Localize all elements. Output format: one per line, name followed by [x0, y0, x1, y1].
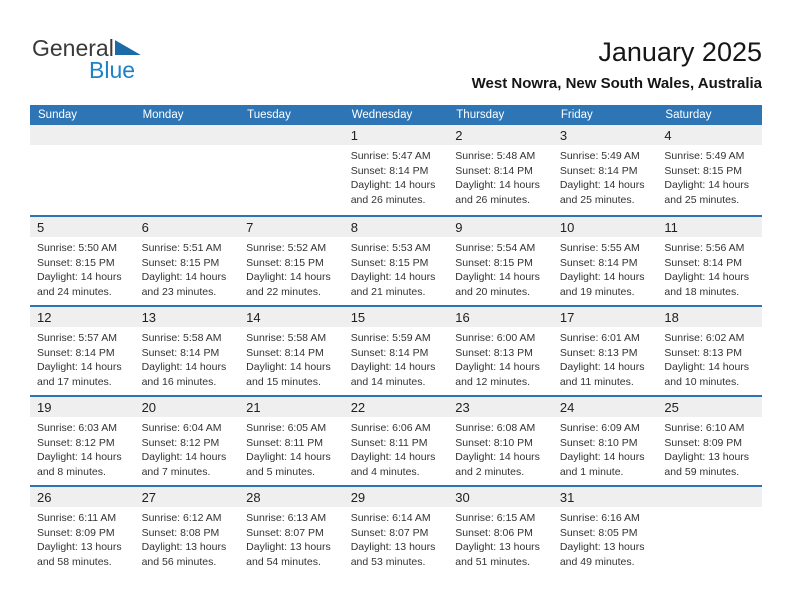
- day-number: 29: [344, 487, 449, 507]
- sunrise-text: Sunrise: 5:48 AM: [455, 150, 536, 162]
- week-row-3: [30, 305, 762, 395]
- day-number: 7: [239, 217, 344, 237]
- page-subtitle: West Nowra, New South Wales, Australia: [471, 75, 762, 92]
- daylight-text-line2: and 4 minutes.: [350, 465, 420, 478]
- sunset-text: Sunset: 8:14 PM: [350, 346, 429, 359]
- sunrise-text: Sunrise: 5:57 AM: [37, 332, 117, 344]
- sunset-text: Sunset: 8:14 PM: [559, 256, 638, 269]
- sunset-text: Sunset: 8:14 PM: [141, 346, 220, 359]
- day-cell-6: [135, 217, 240, 305]
- day-number: 25: [657, 397, 762, 417]
- daylight-text-line1: Daylight: 13 hours: [559, 541, 645, 553]
- daylight-text-line1: Daylight: 14 hours: [246, 451, 331, 463]
- day-cell-27: [135, 487, 240, 575]
- sunset-text: Sunset: 8:13 PM: [664, 346, 743, 359]
- day-cell-21: [239, 397, 344, 485]
- daylight-text-line2: and 53 minutes.: [350, 555, 426, 568]
- day-details: [135, 507, 240, 569]
- daylight-text-line2: and 12 minutes.: [455, 375, 530, 388]
- daylight-text-line1: Daylight: 14 hours: [37, 361, 122, 373]
- day-number: 26: [30, 487, 135, 507]
- day-details: [448, 145, 553, 207]
- daylight-text-line2: and 18 minutes.: [664, 285, 740, 298]
- weekday-header-friday: Friday: [560, 109, 593, 121]
- daylight-text-line1: Daylight: 14 hours: [559, 271, 645, 283]
- day-number: 3: [553, 125, 658, 145]
- day-details: [239, 417, 344, 479]
- day-details: [239, 507, 344, 569]
- sunset-text: Sunset: 8:10 PM: [559, 436, 638, 449]
- daylight-text-line2: and 16 minutes.: [141, 375, 217, 388]
- sunrise-text: Sunrise: 5:50 AM: [37, 242, 117, 254]
- calendar-weeks: [30, 125, 762, 575]
- daylight-text-line2: and 11 minutes.: [559, 375, 634, 388]
- day-number: 17: [553, 307, 658, 327]
- sunrise-text: Sunrise: 6:14 AM: [350, 512, 431, 524]
- general-blue-logo: [32, 37, 152, 81]
- daylight-text-line2: and 20 minutes.: [455, 285, 530, 298]
- sunrise-text: Sunrise: 5:55 AM: [559, 242, 640, 254]
- sunset-text: Sunset: 8:15 PM: [350, 256, 429, 269]
- sunrise-text: Sunrise: 5:58 AM: [246, 332, 327, 344]
- sunset-text: Sunset: 8:15 PM: [246, 256, 324, 269]
- day-cell-empty: [30, 125, 135, 215]
- sunset-text: Sunset: 8:15 PM: [37, 256, 115, 269]
- sunrise-text: Sunrise: 5:49 AM: [559, 150, 640, 162]
- sunrise-text: Sunrise: 6:00 AM: [455, 332, 536, 344]
- day-cell-empty: [239, 125, 344, 215]
- daylight-text-line1: Daylight: 14 hours: [455, 179, 540, 191]
- day-details: [448, 417, 553, 479]
- sunset-text: Sunset: 8:13 PM: [455, 346, 533, 359]
- page-title: January 2025: [598, 37, 762, 67]
- sunrise-text: Sunrise: 5:54 AM: [455, 242, 536, 254]
- sunset-text: Sunset: 8:14 PM: [37, 346, 115, 359]
- sunrise-text: Sunrise: 6:04 AM: [141, 422, 222, 434]
- sunset-text: Sunset: 8:12 PM: [141, 436, 220, 449]
- day-number: 13: [135, 307, 240, 327]
- daylight-text-line2: and 26 minutes.: [455, 193, 530, 206]
- daylight-text-line2: and 1 minute.: [559, 465, 624, 478]
- sunrise-text: Sunrise: 6:16 AM: [559, 512, 640, 524]
- daylight-text-line2: and 8 minutes.: [37, 465, 106, 478]
- sunrise-text: Sunrise: 6:03 AM: [37, 422, 117, 434]
- sunrise-text: Sunrise: 6:02 AM: [664, 332, 745, 344]
- daylight-text-line1: Daylight: 14 hours: [141, 271, 227, 283]
- sunset-text: Sunset: 8:07 PM: [350, 526, 429, 539]
- daylight-text-line1: Daylight: 14 hours: [559, 451, 645, 463]
- day-cell-17: [553, 307, 658, 395]
- weekday-header-thursday: Thursday: [456, 109, 505, 121]
- day-details: [344, 417, 449, 479]
- day-number: 27: [135, 487, 240, 507]
- day-number: 11: [657, 217, 762, 237]
- day-number: 15: [344, 307, 449, 327]
- daylight-text-line1: Daylight: 13 hours: [664, 451, 750, 463]
- day-details: [448, 327, 553, 389]
- sunset-text: Sunset: 8:14 PM: [350, 164, 429, 177]
- week-row-4: [30, 395, 762, 485]
- weekday-header-saturday: Saturday: [665, 109, 712, 121]
- day-details: [30, 327, 135, 389]
- day-number: 12: [30, 307, 135, 327]
- weekday-header-wednesday: Wednesday: [351, 109, 413, 121]
- sunset-text: Sunset: 8:09 PM: [37, 526, 115, 539]
- day-details: [657, 417, 762, 479]
- day-cell-3: [553, 125, 658, 215]
- day-details: [30, 417, 135, 479]
- day-cell-9: [448, 217, 553, 305]
- day-number-empty: [239, 125, 344, 145]
- sunset-text: Sunset: 8:11 PM: [246, 436, 323, 449]
- weekday-header-tuesday: Tuesday: [247, 109, 291, 121]
- calendar-grid: [30, 105, 762, 575]
- weekday-header-row: [30, 105, 762, 125]
- daylight-text-line2: and 25 minutes.: [559, 193, 635, 206]
- sunset-text: Sunset: 8:07 PM: [246, 526, 324, 539]
- logo-text-general: General: [32, 35, 114, 61]
- daylight-text-line1: Daylight: 14 hours: [37, 271, 122, 283]
- daylight-text-line1: Daylight: 14 hours: [350, 271, 436, 283]
- day-details: [239, 237, 344, 299]
- page-header: [30, 0, 762, 105]
- sunrise-text: Sunrise: 5:58 AM: [141, 332, 222, 344]
- day-details: [553, 145, 658, 207]
- day-number: 4: [657, 125, 762, 145]
- daylight-text-line1: Daylight: 13 hours: [350, 541, 436, 553]
- day-cell-20: [135, 397, 240, 485]
- day-details: [30, 237, 135, 299]
- day-details: [657, 237, 762, 299]
- day-number: 1: [344, 125, 449, 145]
- daylight-text-line1: Daylight: 14 hours: [559, 361, 645, 373]
- daylight-text-line2: and 2 minutes.: [455, 465, 525, 478]
- daylight-text-line1: Daylight: 14 hours: [559, 179, 645, 191]
- day-details: [448, 237, 553, 299]
- sunrise-text: Sunrise: 5:47 AM: [350, 150, 431, 162]
- daylight-text-line1: Daylight: 14 hours: [455, 361, 540, 373]
- day-details: [344, 145, 449, 207]
- sunrise-text: Sunrise: 6:13 AM: [246, 512, 327, 524]
- sunrise-text: Sunrise: 6:09 AM: [559, 422, 640, 434]
- week-row-5: [30, 485, 762, 575]
- sunset-text: Sunset: 8:06 PM: [455, 526, 533, 539]
- daylight-text-line1: Daylight: 13 hours: [141, 541, 227, 553]
- day-cell-18: [657, 307, 762, 395]
- day-details: [239, 327, 344, 389]
- day-cell-30: [448, 487, 553, 575]
- sunrise-text: Sunrise: 5:49 AM: [664, 150, 745, 162]
- sunset-text: Sunset: 8:05 PM: [559, 526, 638, 539]
- day-cell-31: [553, 487, 658, 575]
- daylight-text-line2: and 15 minutes.: [246, 375, 321, 388]
- daylight-text-line2: and 21 minutes.: [350, 285, 426, 298]
- day-number: 2: [448, 125, 553, 145]
- daylight-text-line2: and 51 minutes.: [455, 555, 530, 568]
- daylight-text-line1: Daylight: 13 hours: [246, 541, 331, 553]
- day-cell-7: [239, 217, 344, 305]
- daylight-text-line2: and 17 minutes.: [37, 375, 112, 388]
- title-block: [472, 38, 762, 92]
- daylight-text-line2: and 59 minutes.: [664, 465, 740, 478]
- logo-triangle-icon: [115, 40, 141, 55]
- day-cell-5: [30, 217, 135, 305]
- day-number: 6: [135, 217, 240, 237]
- day-number-empty: [135, 125, 240, 145]
- day-details: [344, 237, 449, 299]
- daylight-text-line1: Daylight: 14 hours: [141, 361, 227, 373]
- daylight-text-line2: and 56 minutes.: [141, 555, 217, 568]
- sunrise-text: Sunrise: 6:10 AM: [664, 422, 745, 434]
- day-number: 20: [135, 397, 240, 417]
- day-cell-28: [239, 487, 344, 575]
- day-details: [657, 327, 762, 389]
- sunset-text: Sunset: 8:11 PM: [350, 436, 428, 449]
- day-number: 18: [657, 307, 762, 327]
- sunrise-text: Sunrise: 6:11 AM: [37, 512, 117, 524]
- daylight-text-line1: Daylight: 14 hours: [664, 271, 750, 283]
- daylight-text-line1: Daylight: 14 hours: [350, 361, 436, 373]
- day-cell-19: [30, 397, 135, 485]
- sunrise-text: Sunrise: 5:56 AM: [664, 242, 745, 254]
- day-number: 30: [448, 487, 553, 507]
- sunset-text: Sunset: 8:15 PM: [455, 256, 533, 269]
- sunrise-text: Sunrise: 6:01 AM: [559, 332, 640, 344]
- week-row-1: [30, 125, 762, 215]
- daylight-text-line1: Daylight: 14 hours: [455, 271, 540, 283]
- day-details: [553, 507, 658, 569]
- day-cell-10: [553, 217, 658, 305]
- day-details: [30, 507, 135, 569]
- day-cell-11: [657, 217, 762, 305]
- sunset-text: Sunset: 8:13 PM: [559, 346, 638, 359]
- day-number: 16: [448, 307, 553, 327]
- sunset-text: Sunset: 8:14 PM: [559, 164, 638, 177]
- sunrise-text: Sunrise: 6:06 AM: [350, 422, 431, 434]
- sunrise-text: Sunrise: 6:08 AM: [455, 422, 536, 434]
- logo-text-blue: Blue: [89, 57, 136, 83]
- day-cell-12: [30, 307, 135, 395]
- daylight-text-line1: Daylight: 14 hours: [455, 451, 540, 463]
- day-cell-24: [553, 397, 658, 485]
- sunset-text: Sunset: 8:15 PM: [664, 164, 743, 177]
- daylight-text-line2: and 58 minutes.: [37, 555, 112, 568]
- daylight-text-line2: and 49 minutes.: [559, 555, 635, 568]
- day-cell-4: [657, 125, 762, 215]
- daylight-text-line2: and 14 minutes.: [350, 375, 426, 388]
- day-cell-1: [344, 125, 449, 215]
- sunset-text: Sunset: 8:14 PM: [246, 346, 324, 359]
- daylight-text-line2: and 23 minutes.: [141, 285, 217, 298]
- day-details: [135, 237, 240, 299]
- day-details: [553, 417, 658, 479]
- week-row-2: [30, 215, 762, 305]
- day-details: [135, 417, 240, 479]
- weekday-header-monday: Monday: [142, 109, 184, 121]
- weekday-header-sunday: Sunday: [38, 109, 78, 121]
- day-cell-29: [344, 487, 449, 575]
- sunrise-text: Sunrise: 5:52 AM: [246, 242, 327, 254]
- daylight-text-line1: Daylight: 13 hours: [37, 541, 122, 553]
- sunrise-text: Sunrise: 6:12 AM: [141, 512, 222, 524]
- daylight-text-line1: Daylight: 14 hours: [350, 451, 436, 463]
- sunrise-text: Sunrise: 5:51 AM: [141, 242, 222, 254]
- sunset-text: Sunset: 8:09 PM: [664, 436, 743, 449]
- day-details: [553, 237, 658, 299]
- day-cell-14: [239, 307, 344, 395]
- sunrise-text: Sunrise: 5:59 AM: [350, 332, 431, 344]
- daylight-text-line1: Daylight: 14 hours: [141, 451, 227, 463]
- sunset-text: Sunset: 8:08 PM: [141, 526, 220, 539]
- daylight-text-line1: Daylight: 14 hours: [664, 361, 750, 373]
- daylight-text-line2: and 54 minutes.: [246, 555, 321, 568]
- daylight-text-line2: and 10 minutes.: [664, 375, 740, 388]
- day-cell-26: [30, 487, 135, 575]
- sunset-text: Sunset: 8:14 PM: [664, 256, 743, 269]
- daylight-text-line1: Daylight: 14 hours: [350, 179, 436, 191]
- day-cell-23: [448, 397, 553, 485]
- daylight-text-line1: Daylight: 14 hours: [37, 451, 122, 463]
- day-number: 31: [553, 487, 658, 507]
- day-number: 21: [239, 397, 344, 417]
- day-cell-13: [135, 307, 240, 395]
- sunset-text: Sunset: 8:14 PM: [455, 164, 533, 177]
- day-number: 19: [30, 397, 135, 417]
- daylight-text-line1: Daylight: 14 hours: [246, 361, 331, 373]
- day-details: [553, 327, 658, 389]
- day-number: 22: [344, 397, 449, 417]
- day-number: 28: [239, 487, 344, 507]
- sunrise-text: Sunrise: 6:05 AM: [246, 422, 327, 434]
- daylight-text-line2: and 26 minutes.: [350, 193, 426, 206]
- sunrise-text: Sunrise: 5:53 AM: [350, 242, 431, 254]
- day-number: 14: [239, 307, 344, 327]
- day-number: 8: [344, 217, 449, 237]
- daylight-text-line2: and 7 minutes.: [141, 465, 211, 478]
- daylight-text-line1: Daylight: 13 hours: [455, 541, 540, 553]
- daylight-text-line1: Daylight: 14 hours: [664, 179, 750, 191]
- daylight-text-line2: and 22 minutes.: [246, 285, 321, 298]
- sunrise-text: Sunrise: 6:15 AM: [455, 512, 536, 524]
- day-details: [344, 507, 449, 569]
- day-number-empty: [657, 487, 762, 507]
- day-cell-15: [344, 307, 449, 395]
- daylight-text-line2: and 5 minutes.: [246, 465, 316, 478]
- daylight-text-line2: and 25 minutes.: [664, 193, 740, 206]
- day-number: 24: [553, 397, 658, 417]
- day-number: 10: [553, 217, 658, 237]
- daylight-text-line2: and 19 minutes.: [559, 285, 635, 298]
- day-cell-8: [344, 217, 449, 305]
- sunset-text: Sunset: 8:10 PM: [455, 436, 533, 449]
- sunset-text: Sunset: 8:12 PM: [37, 436, 115, 449]
- day-cell-2: [448, 125, 553, 215]
- day-number-empty: [30, 125, 135, 145]
- day-cell-empty: [657, 487, 762, 575]
- day-details: [344, 327, 449, 389]
- sunset-text: Sunset: 8:15 PM: [141, 256, 220, 269]
- day-cell-empty: [135, 125, 240, 215]
- daylight-text-line1: Daylight: 14 hours: [246, 271, 331, 283]
- day-number: 5: [30, 217, 135, 237]
- day-number: 23: [448, 397, 553, 417]
- daylight-text-line2: and 24 minutes.: [37, 285, 112, 298]
- day-details: [135, 327, 240, 389]
- day-details: [657, 145, 762, 207]
- day-cell-22: [344, 397, 449, 485]
- day-cell-16: [448, 307, 553, 395]
- day-details: [448, 507, 553, 569]
- day-number: 9: [448, 217, 553, 237]
- day-cell-25: [657, 397, 762, 485]
